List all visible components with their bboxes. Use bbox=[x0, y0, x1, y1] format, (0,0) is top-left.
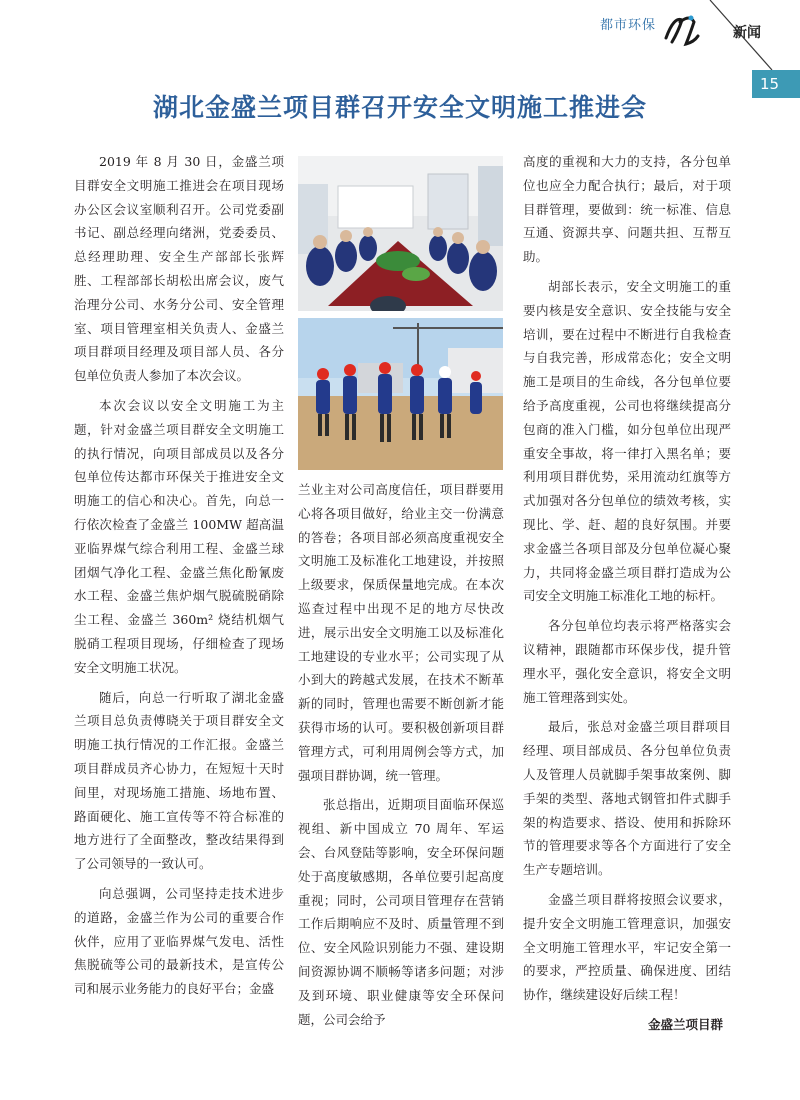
article-column-1 bbox=[74, 150, 284, 1007]
meeting-photo bbox=[298, 156, 503, 311]
site-inspection-photo bbox=[298, 318, 503, 470]
paragraph: 各分包单位均表示将严格落实会议精神，跟随都市环保步伐，提升管理水平，强化安全意识，将安全文明施工管理落到实处。 bbox=[523, 618, 731, 705]
paragraph: 随后，向总一行听取了湖北金盛兰项目总负责傅晓关于项目群安全文明施工执行情况的工作汇报。金盛兰项目群成员齐心协力，在短短十天时间里，对现场施工措施、场地布置、路面硬化、施工宣传等不符合标准的地方进行了全面整改，整改结果得到了公司领导的一致认可。 bbox=[74, 689, 284, 872]
paragraph: 2019 年 8 月 30 日，金盛兰项目群安全文明施工推进会在项目现场办公区会议室顺利召开。公司党委副书记、副总经理向绪洲，党委委员、总经理助理、安全生产部部长张辉胜、工程部部长胡松出席会议，废气治理分公司、水务分公司、安全管理室、项目管理室相关负责人、金盛兰项目群项目经理及项目部人员、各分包单位负责人参加了本次会议。 bbox=[74, 154, 284, 384]
paragraph: 高度的重视和大力的支持，各分包单位也应全力配合执行；最后，对于项目群管理，要做到：统一标准、信息互通、资源共享、问题共担、互帮互助。 bbox=[523, 154, 731, 265]
paragraph: 本次会议以安全文明施工为主题，针对金盛兰项目群安全文明施工的执行情况，向项目部成员以及各分包单位传达都市环保关于推进安全文明施工的信心和决心。首先，向总一行依次检查了金盛兰 100MW 超高温亚临界煤气综合利用工程、金盛兰球团烟气净化工程、金盛兰焦化酚氰废水工程、金盛兰焦炉烟气脱硫脱硝除尘工程、金盛兰 360m² 烧结机烟气脱硝工程项目现场，仔细检查了现场安全文明施工状况。 bbox=[74, 397, 284, 675]
paragraph: 兰业主对公司高度信任，项目群要用心将各项目做好，给业主交一份满意的答卷；各项目部必须高度重视安全文明施工及标准化工地建设，并按照上级要求，保质保量地完成。在本次巡查过程中出现不足的地方尽快改进，展示出安全文明施工以及标准化工地建设的专业水平；公司实现了从小到大的跨越式发展，在技术不断革新的同时，管理也需要不断创新才能获得市场的认可。要积极创新项目群管理方式，可利用周例会等方式，加强项目群协调，统一管理。 bbox=[298, 482, 504, 783]
page-number: 15 bbox=[752, 70, 800, 98]
paragraph: 张总指出，近期项目面临环保巡视组、新中国成立 70 周年、军运会、台风登陆等影响，安全环保问题处于高度敏感期，各单位要引起高度重视；同时，公司项目管理存在营销工作后期响应不及时、质量管理不到位、安全风险识别能力不强、建设期间资源协调不顺畅等诸多问题；对涉及到环境、职业健康等安全环保问题，公司会给予 bbox=[298, 797, 504, 1027]
paragraph: 胡部长表示，安全文明施工的重要内核是安全意识、安全技能与安全培训，要在过程中不断进行自我检查与自我完善，形成常态化；安全文明施工是项目的生命线，各分包单位要给予高度重视，公司也将继续提高分包商的准入门槛，如分包单位出现严重安全事故，将一律打入黑名单；要利用项目群优势，采用流动红旗等方式加强对各分包单位的绩效考核，实现比、学、赶、超的良好氛围。并要求金盛兰各项目部及分包单位凝心聚力，共同将金盛兰项目群打造成为公司安全文明施工标准化工地的标杆。 bbox=[523, 278, 731, 604]
article-column-3 bbox=[523, 150, 731, 1037]
section-label: 新闻 bbox=[733, 25, 761, 41]
magazine-brand: 都市环保 bbox=[600, 18, 657, 33]
article-title: 湖北金盛兰项目群召开安全文明施工推进会 bbox=[152, 93, 647, 122]
paragraph: 向总强调，公司坚持走技术进步的道路，金盛兰作为公司的重要合作伙伴，应用了亚临界煤气发电、活性焦脱硫等公司的最新技术，是宣传公司和展示业务能力的良好平台；金盛 bbox=[74, 885, 284, 997]
article-column-2 bbox=[298, 478, 504, 1037]
brand-logo-icon bbox=[660, 8, 704, 56]
article-author: 金盛兰项目群 bbox=[647, 1016, 723, 1032]
paragraph: 最后，张总对金盛兰项目群项目经理、项目部成员、各分包单位负责人及管理人员就脚手架事故案例、脚手架的类型、落地式钢管扣件式脚手架的构造要求、搭设、使用和拆除环节的管理要求等各个方面进行了安全生产专题培训。 bbox=[523, 719, 731, 878]
paragraph: 金盛兰项目群将按照会议要求，提升安全文明施工管理意识，加强安全文明施工管理水平，牢记安全第一的要求，严控质量、确保进度、团结协作，继续建设好后续工程！ bbox=[523, 891, 731, 1003]
